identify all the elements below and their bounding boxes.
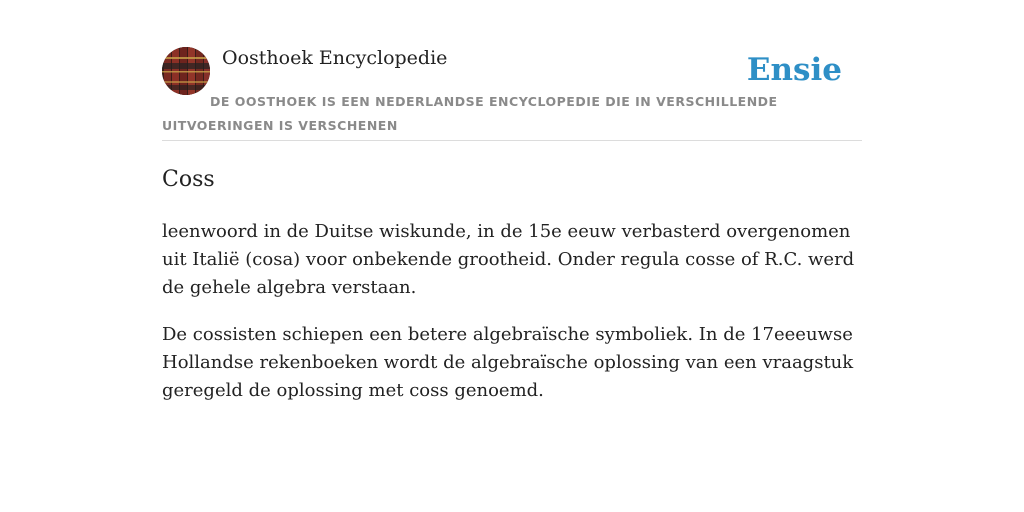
book-spines-icon [162,47,210,95]
entry-title: Coss [162,167,215,192]
book-spines-avatar[interactable] [162,47,210,95]
entry-paragraph: De cossisten schiepen een betere algebraïsche symboliek. In de 17eeeuwse Hollandse rekenboeken wordt de algebraïsche oplossing van een vraagstuk geregeld de oplossing met coss genoemd. [162,324,854,401]
ensie-logo[interactable]: Ensie [746,52,842,88]
page [162,46,862,405]
source-title[interactable]: Oosthoek Encyclopedie [222,47,448,69]
entry-content [162,141,862,405]
tagline-text: DE OOSTHOEK IS EEN NEDERLANDSE ENCYCLOPEDIE DIE IN VERSCHILLENDE UITVOERINGEN IS VERSCHENEN [162,94,778,133]
header [162,46,862,141]
entry-paragraph: leenwoord in de Duitse wiskunde, in de 15e eeuw verbasterd overgenomen uit Italië (cosa) voor onbekende grootheid. Onder regula cosse of R.C. werd de gehele algebra verstaan. [162,221,855,298]
source-tagline [162,90,862,138]
